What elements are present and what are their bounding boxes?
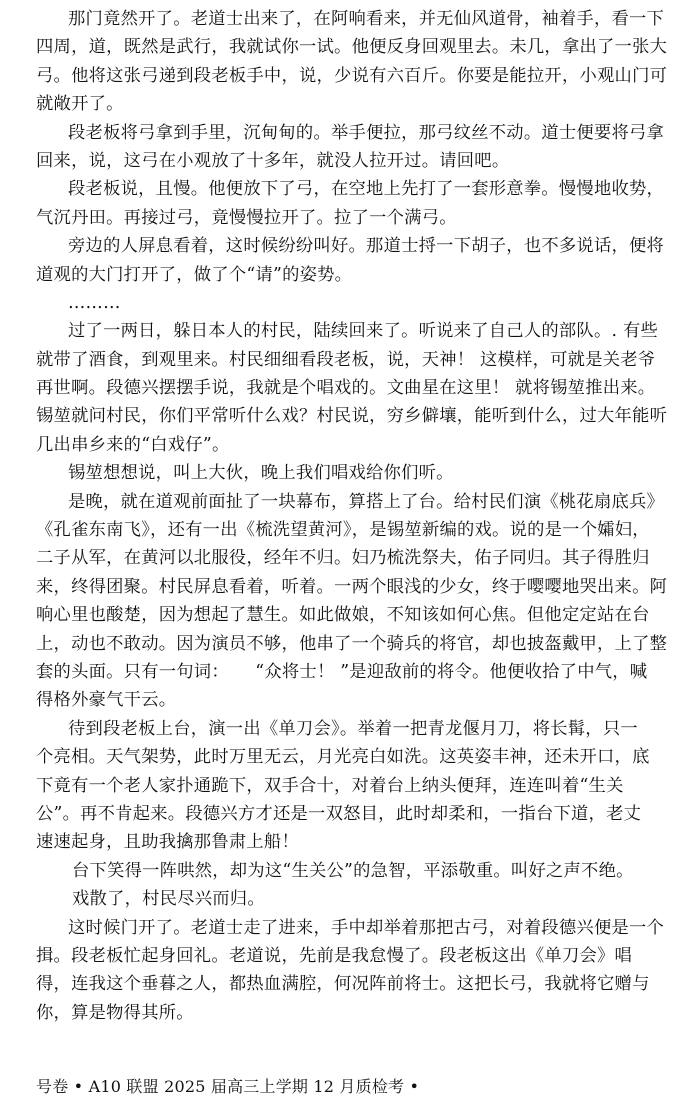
text-line: 段老板说，且慢。他便放下了弓，在空地上先打了一套形意拳。慢慢地收势， (68, 179, 665, 200)
text-line: 这时候门开了。老道士走了进来，手中却举着那把古弓，对着段德兴便是一个 (68, 917, 665, 938)
text-line: 就带了酒食，到观里来。村民细细看段老板，说，天神！ 这模样，可就是关老爷 (36, 349, 656, 370)
text-line: 段老板将弓拿到手里，沉甸甸的。举手便拉，那弓纹丝不动。道士便要将弓拿 (68, 122, 665, 143)
text-line: 台下笑得一阵哄然，却为这“生关公”的急智，平添敬重。叫好之声不绝。 (72, 860, 634, 881)
text-line: 那门竟然开了。老道士出来了，在阿响看来，并无仙风道骨，袖着手，看一下 (68, 9, 665, 29)
text-line: 得，连我这个垂暮之人，都热血满腔，何况阵前将士。这把长弓，我就将它赠与 (36, 974, 650, 995)
text-line: 几出串乡来的“白戏仔”。 (36, 434, 230, 455)
text-line: 你，算是物得其所。 (36, 1002, 194, 1023)
text-line: 下竟有一个老人家扑通跪下，双手合十，对着台上纳头便拜，连连叫着“生关 (36, 775, 624, 796)
passage-body (36, 5, 676, 1027)
text-line: 过了一两日，躲日本人的村民，陆续回来了。听说来了自己人的部队。. 有些 (68, 321, 659, 342)
text-line: 锡堃想想说，叫上大伙，晚上我们唱戏给你们听。 (68, 463, 454, 484)
text-line: 就敞开了。 (36, 94, 124, 115)
text-line: 揖。段老板忙起身回礼。老道说，先前是我怠慢了。段老板这出《单刀会》唱 (36, 945, 633, 966)
text-line: 公”。再不肯起来。段德兴方才还是一双怒目，此时却柔和，一指台下道，老丈 (36, 803, 642, 824)
text-line: ……… (68, 292, 121, 313)
text-line: 二子从军，在黄河以北服役，经年不归。妇乃梳洗祭夫，佑子同归。其子得胜归 (36, 548, 650, 569)
text-line: 《孔雀东南飞》，还有一出《梳洗望黄河》，是锡堃新编的戏。说的是一个孀妇， (36, 520, 650, 541)
text-line: 是晚，就在道观前面扯了一块幕布，算搭上了台。给村民们演《桃花扇底兵》 (68, 491, 665, 512)
text-line: 响心里也酸楚，因为想起了慧生。如此做娘，不知该如何心焦。但他定定站在台 (36, 605, 650, 626)
text-line: 套的头面。只有一句词： “众将士！ ”是迎敌前的将令。他便收拾了中气，喊 (36, 661, 648, 682)
text-line: 上，动也不敢动。因为演员不够，他串了一个骑兵的将官，却也披盔戴甲，上了整 (36, 633, 668, 654)
text-line: 速速起身，且助我擒那鲁肃上船！ (36, 832, 299, 853)
text-line: 旁边的人屏息看着，这时候纷纷叫好。那道士捋一下胡子，也不多说话，便将 (68, 236, 665, 257)
text-line: 道观的大门打开了，做了个“请”的姿势。 (36, 264, 353, 285)
text-line: 戏散了，村民尽兴而归。 (72, 889, 265, 910)
text-line: 待到段老板上台，演一出《单刀会》。举着一把青龙偃月刀，将长髯，只一 (68, 718, 638, 739)
text-line: 再世啊。段德兴摆摆手说，我就是个唱戏的。文曲星在这里！ 就将锡堃推出来。 (36, 378, 656, 399)
text-line: 锡堃就问村民，你们平常听什么戏？村民说，穷乡僻壤，能听到什么，过大年能听 (36, 406, 668, 427)
text-line: 得格外豪气干云。 (36, 690, 177, 711)
text-line: 个亮相。天气架势，此时万里无云，月光亮白如洗。这英姿丰神，还未开口，底 (36, 747, 650, 768)
text-line: 来，终得团聚。村民屏息看着，听着。一两个眼浅的少女，终于嘤嘤地哭出来。阿 (36, 576, 668, 597)
text-line: 弓。他将这张弓递到段老板手中，说，少说有六百斤。你要是能拉开，小观山门可 (36, 65, 668, 86)
text-line: 回来，说，这弓在小观放了十多年，就没人拉开过。请回吧。 (36, 150, 510, 171)
text-line: 气沉丹田。再接过弓，竟慢慢拉开了。拉了一个满弓。 (36, 207, 457, 228)
page-footer: 号卷 • A10 联盟 2025 届高三上学期 12 月质检考 • (36, 1077, 420, 1096)
text-line: 四周，道，既然是武行，我就试你一试。他便反身回观里去。未几，拿出了一张大 (36, 37, 668, 58)
